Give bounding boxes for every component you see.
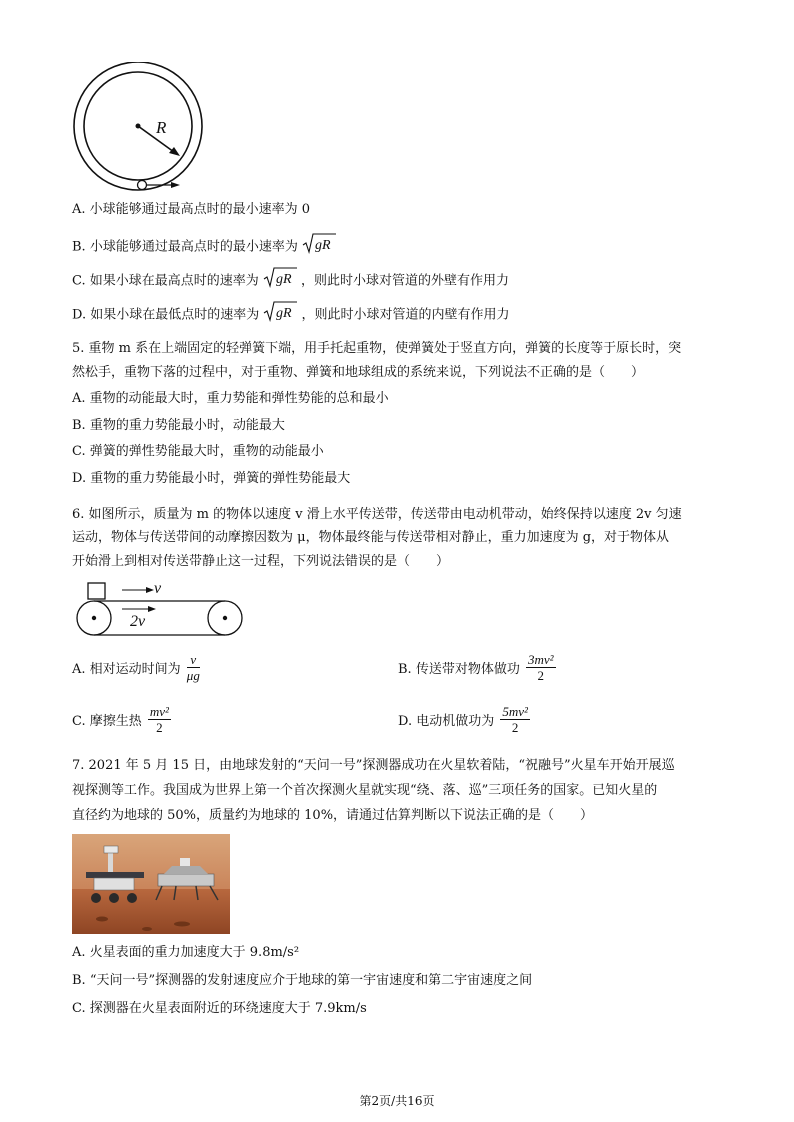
- 2v-label: 2v: [130, 613, 146, 630]
- q5-stem-line1: 5. 重物 m 系在上端固定的轻弹簧下端，用手托起重物，使弹簧处于竖直方向，弹簧的长度等于原长时，突: [72, 341, 682, 356]
- v-label: v: [154, 580, 162, 597]
- q7-stem-line2: 视探测等工作。我国成为世界上第一个首次探测火星就实现“绕、落、巡”三项任务的国家。已知火星的: [72, 783, 658, 798]
- q4-option-d: D. 如果小球在最低点时的速率为 gR ，则此时小球对管道的内壁有作用力: [72, 300, 510, 330]
- radius-label: R: [156, 118, 167, 137]
- q6-option-c: C. 摩擦生热 $\frac{\text{mv²}}{2}$: [72, 704, 169, 735]
- fraction: $\frac{\text{5mv²}}{2}$: [502, 704, 528, 735]
- conveyor-belt-figure: [72, 580, 252, 640]
- q7-option-b: B. “天问一号”探测器的发射速度应介于地球的第一宇宙速度和第二宇宙速度之间: [72, 973, 533, 988]
- q6-option-d: D. 电动机做功为 $\frac{\text{5mv²}}{2}$: [398, 704, 528, 735]
- sqrt-gR: [263, 300, 297, 330]
- q7-stem-line3: 直径约为地球的 50%，质量约为地球的 10%，请通过估算判断以下说法正确的是（ ）: [72, 808, 594, 823]
- q5-option-a: A. 重物的动能最大时，重力势能和弹性势能的总和最小: [72, 391, 389, 406]
- fraction: $\frac{\text{mv²}}{2}$: [149, 704, 169, 735]
- q6-stem-line1: 6. 如图所示，质量为 m 的物体以速度 v 滑上水平传送带，传送带由电动机带动，始终保持以速度 2v 匀速: [72, 507, 682, 522]
- q5-option-b: B. 重物的重力势能最小时，动能最大: [72, 418, 285, 433]
- mars-rover-photo: [72, 834, 230, 934]
- page-number: 第2页/共16页: [359, 1094, 435, 1108]
- q6-stem-line2: 运动，物体与传送带间的动摩擦因数为 μ，物体最终能与传送带相对静止，重力加速度为 g，对于物体从: [72, 530, 670, 545]
- q7-option-a: A. 火星表面的重力加速度大于 9.8m/s²: [72, 945, 300, 960]
- circular-tube-figure: [70, 62, 220, 197]
- q6-stem-line3: 开始滑上到相对传送带静止这一过程，下列说法错误的是（ ）: [72, 554, 450, 569]
- q4-option-b: B. 小球能够通过最高点时的最小速率为 gR: [72, 232, 336, 262]
- q4-option-c: C. 如果小球在最高点时的速率为 gR ，则此时小球对管道的外壁有作用力: [72, 266, 509, 296]
- svg-text:gR: gR: [314, 238, 331, 253]
- svg-text:gR: gR: [276, 306, 292, 321]
- q7-stem-line1: 7. 2021 年 5 月 15 日，由地球发射的“天问一号”探测器成功在火星软着陆，“祝融号”火星车开始开展巡: [72, 758, 675, 773]
- fraction: $\frac{\text{3mv²}}{2}$: [527, 652, 554, 683]
- q4-option-a: A. 小球能够通过最高点时的最小速率为 0: [72, 202, 311, 217]
- sqrt-gR: [263, 266, 297, 296]
- q5-option-c: C. 弹簧的弹性势能最大时，重物的动能最小: [72, 444, 324, 459]
- svg-text:gR: gR: [275, 272, 292, 287]
- q5-stem-line2: 然松手，重物下落的过程中，对于重物、弹簧和地球组成的系统来说，下列说法不正确的是（ ）: [72, 365, 645, 380]
- q7-option-c: C. 探测器在火星表面附近的环绕速度大于 7.9km/s: [72, 1001, 367, 1016]
- q6-option-b: B. 传送带对物体做功 $\frac{\text{3mv²}}{2}$: [398, 652, 554, 683]
- sqrt-gR: [302, 232, 336, 262]
- q6-option-a: A. 相对运动时间为 $\frac{v}{\mu g}$: [72, 652, 200, 683]
- q5-option-d: D. 重物的重力势能最小时，弹簧的弹性势能最大: [72, 471, 351, 486]
- fraction: $\frac{v}{\mu g}$: [186, 652, 200, 683]
